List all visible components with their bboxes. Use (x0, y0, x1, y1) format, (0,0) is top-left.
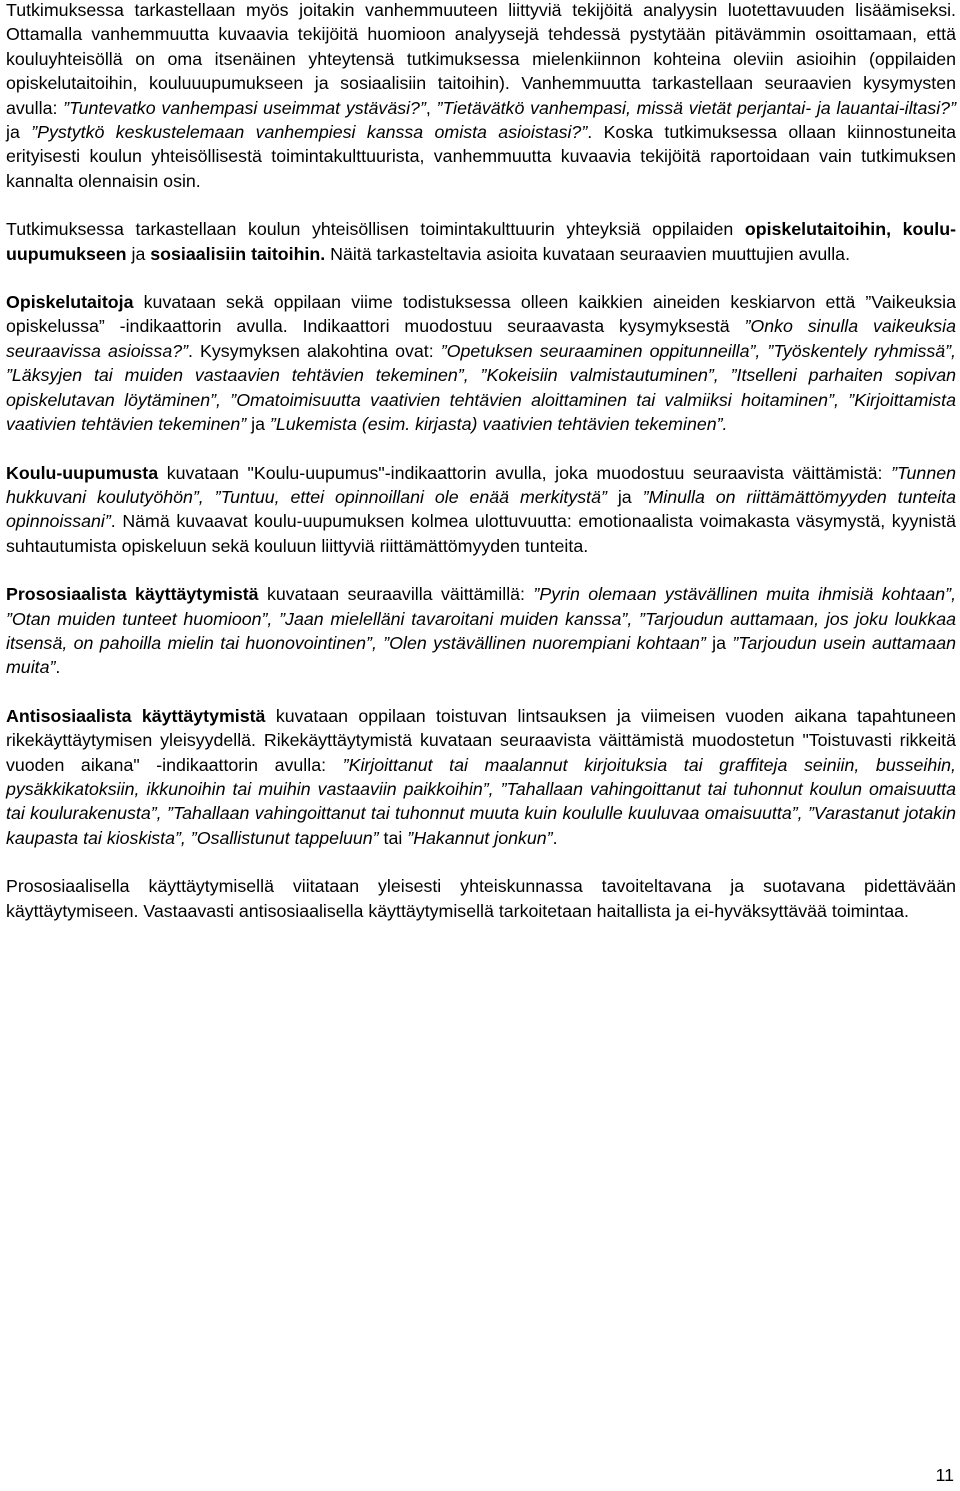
text-segment-italic: ”Tietävätkö vanhempasi, missä vietät perjantai- ja lauantai-iltasi?” (436, 97, 956, 118)
text-segment: ja (126, 243, 151, 264)
text-segment: Prososiaalisella käyttäytymisellä viitataan yleisesti yhteiskunnassa tavoiteltavana ja suotavana pidettävään käyttäytymiseen. Vastaavasti antisosiaalisella käyttäytymisellä tarkoitetaan haitallista ja ei-hyväksyttävää toimintaa. (6, 876, 956, 921)
text-segment: , (425, 97, 437, 118)
text-segment: kuvataan seuraavilla väittämillä: (258, 584, 534, 605)
text-segment-italic: ”Onko sinulla vaikeuksia seuraavissa asioissa?” (6, 316, 956, 361)
text-segment: tai (378, 827, 408, 848)
text-segment-bold: Koulu-uupumusta (6, 462, 159, 483)
text-segment-italic: ”Hakannut jonkun” (407, 827, 553, 848)
text-segment-italic: ”Kirjoittanut tai maalannut kirjoituksia tai graffiteja seiniin, busseihin, pysäkkikatoksiin, ikkunoihin tai muihin vastaaviin paikkoihin”, ”Tahallaan vahingoittanut tai tuhonnut koulun omaisuutta tai koulurakenusta”, ”Tahallaan vahingoittanut tai tuhonnut muuta kuin koululle kuuluvaa omaisuutta”, ”Varastanut jotakin kaupasta tai kioskista”, ”Osallistunut tappeluun” (6, 754, 956, 848)
text-segment-bold: Opiskelutaitoja (6, 292, 134, 313)
text-segment-italic: ”Minulla on riittämättömyyden tunteita opinnoissani” (6, 486, 956, 532)
text-segment: kuvataan oppilaan toistuvan lintsauksen ja viimeisen vuoden aikana tapahtuneen rikekäyttäytymisen yleisyydellä. Rikekäyttäytymistä kuvataan seuraavista väittämistä muodostetun "Toistuvasti rikkeitä vuoden aikana" -indikaattorin avulla: (6, 705, 956, 775)
text-segment: kuvataan "Koulu-uupumus"-indikaattorin avulla, joka muodostuu seuraavista väittämistä: (158, 462, 892, 483)
page-number: 11 (935, 1465, 954, 1485)
text-segment: Tutkimuksessa tarkastellaan koulun yhteisöllisen toimintakulttuurin yhteyksiä oppilaiden (6, 219, 745, 240)
text-segment: . (552, 827, 558, 848)
text-segment-bold: Prososiaalista käyttäytymistä (6, 584, 259, 605)
text-segment-italic: ”Lukemista (esim. kirjasta) vaativien tehtävien tekeminen”. (269, 414, 728, 435)
text-segment: Tutkimuksessa tarkastellaan myös joitakin vanhemmuuteen liittyviä tekijöitä analyysin luotettavuuden lisäämiseksi. Ottamalla vanhemmuutta kuvaavia tekijöitä huomioon analyysejä tehdessä pystytään pitävämmin osoittamaan, että kouluyhteisöllä on oma itsenäinen yhteytensä tutkimuksessa mielenkiinnon kohteina oleviin asioihin (oppilaiden opiskelutaitoihin, kouluuupumukseen ja sosiaalisiin taitoihin). Vanhemmuutta tarkastellaan seuraavien kysymysten avulla: (6, 0, 956, 118)
paragraph-research-focus (6, 217, 956, 266)
paragraph-school-burnout (6, 461, 956, 559)
text-segment-bold: sosiaalisiin taitoihin. (150, 243, 326, 264)
text-segment-italic: ”Tarjoudun usein auttamaan muita” (6, 632, 956, 678)
text-segment: ja (705, 632, 733, 653)
text-segment: . Nämä kuvaavat koulu-uupumuksen kolmea ulottuvuutta: emotionaalista voimakasta väsymystä, kyynistä suhtautumista opiskeluun sekä kouluun liittyviä riittämättömyyden tunteita. (6, 511, 956, 556)
text-segment-italic: ”Pystytkö keskustelemaan vanhempiesi kanssa omista asioistasi?” (31, 122, 588, 143)
text-segment: ja (6, 122, 32, 143)
text-segment: ja (606, 486, 643, 507)
paragraph-prosocial-behavior (6, 582, 956, 680)
paragraph-study-skills (6, 290, 956, 436)
text-segment: . Kysymyksen alakohtina ovat: (188, 340, 441, 361)
paragraph-parenting-factors (6, 0, 956, 193)
text-segment-italic: ”Tuntevatko vanhempasi useimmat ystäväsi?” (63, 97, 426, 118)
text-segment-bold: opiskelutaitoihin, koulu-uupumukseen (6, 219, 956, 264)
text-segment: kuvataan sekä oppilaan viime todistuksessa olleen kaikkien aineiden keskiarvon että ”Vaikeuksia opiskelussa” -indikaattorin avulla. Indikaattori muodostuu seuraavasta kysymyksestä (6, 292, 956, 337)
text-segment-italic: ”Opetuksen seuraaminen oppitunneilla”, ”Työskentely ryhmissä”, ”Läksyjen tai muiden vastaavien tehtävien tekeminen”, ”Kokeisiin valmistautuminen”, ”Itselleni parhaiten sopivan opiskelutavan löytäminen”, ”Omatoimisuutta vaativien tehtävien aloittaminen tai valmiiksi hoitaminen”, ”Kirjoittamista vaativien tehtävien tekeminen” (6, 340, 956, 435)
text-segment-italic: ”Tunnen hukkuvani koulutyöhön”, ”Tuntuu, ettei opinnoillani ole enää merkitystä” (6, 462, 956, 507)
text-segment: Näitä tarkasteltavia asioita kuvataan seuraavien muuttujien avulla. (325, 243, 851, 264)
text-segment-bold: Antisosiaalista käyttäytymistä (6, 705, 266, 726)
text-segment: ja (246, 414, 270, 435)
text-segment-italic: ”Pyrin olemaan ystävällinen muita ihmisiä kohtaan”, ”Otan muiden tunteet huomioon”, ”Jaan mielelläni tavaroitani muiden kanssa”, ”Tarjoudun auttamaan, jos joku loukkaa itsensä, on pahoilla mielin tai huonovointinen”, ”Olen ystävällinen nuorempiani kohtaan” (6, 584, 957, 653)
text-segment: . (55, 657, 61, 678)
paragraph-definitions (6, 874, 956, 923)
paragraph-antisocial-behavior (6, 704, 956, 850)
text-segment: . Koska tutkimuksessa ollaan kiinnostuneita erityisesti koulun yhteisöllisestä toimintakulttuurista, vanhemmuutta kuvaavia tekijöitä raportoidaan vain tutkimuksen kannalta olennaisin osin. (6, 122, 956, 191)
